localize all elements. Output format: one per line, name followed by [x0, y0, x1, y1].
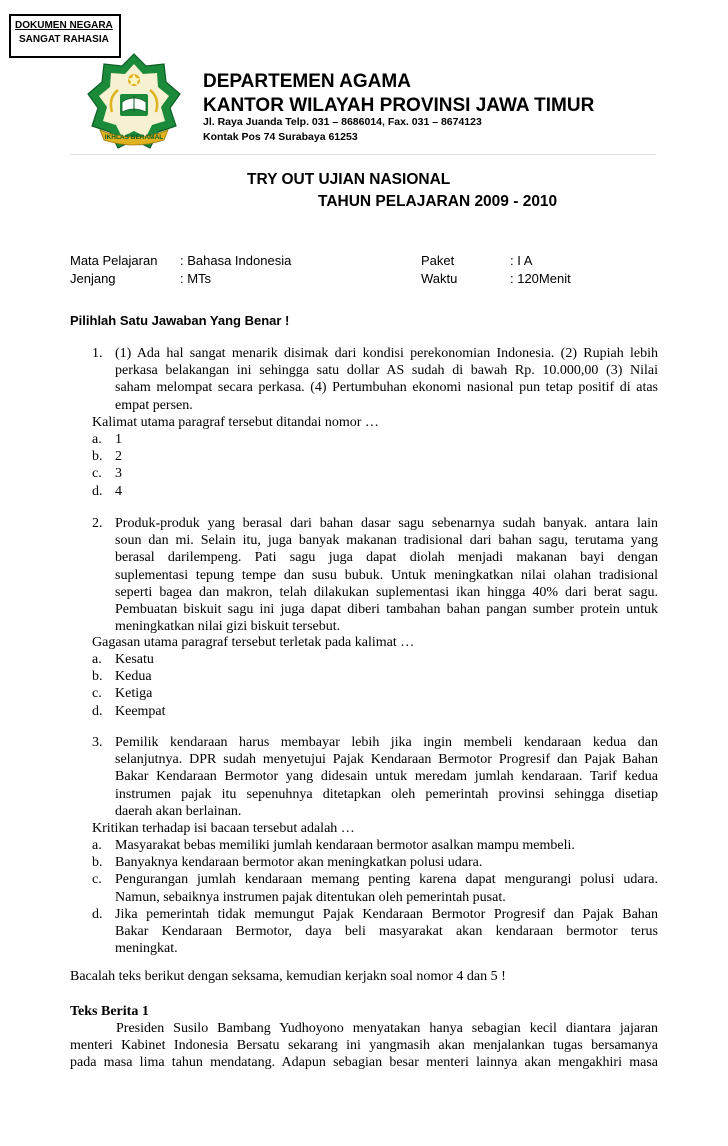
option-a[interactable] — [92, 431, 122, 448]
option-text: Ketiga — [115, 686, 153, 702]
office-address: Jl. Raya Juanda Telp. 031 – 8686014, Fax. 031 – 8674123 — [203, 116, 482, 128]
option-text: Banyaknya kendaraan bermotor akan meningkatkan polusi udara. — [115, 855, 483, 871]
option-letter: b. — [92, 855, 103, 871]
option-c[interactable] — [92, 871, 658, 905]
option-text: 2 — [115, 449, 122, 465]
exam-year: TAHUN PELAJARAN 2009 - 2010 — [318, 193, 558, 210]
passage-line: berasal darilempeng. Pati sagu juga dapat diolah menjadi makanan bayi dengan — [115, 550, 658, 566]
option-letter: c. — [92, 872, 102, 888]
option-d[interactable] — [92, 906, 658, 958]
passage-line: daerah akan berlainan. — [115, 803, 242, 819]
option-text: Masyarakat bebas memiliki jumlah kendaraan bermotor asalkan mampu membeli. — [115, 838, 575, 853]
option-letter: d. — [92, 906, 103, 922]
passage-title: Teks Berita 1 — [70, 1004, 149, 1019]
passage-line: Bakar Kendaraan Bermotor yang didesain untuk meredam jumlah kendaraan. Tarif kedua — [115, 769, 658, 785]
question-2-prompt: Gagasan utama paragraf tersebut terletak pada kalimat … — [92, 635, 415, 650]
option-letter: b. — [92, 669, 103, 685]
passage-line: (1) Ada hal sangat menarik disimak dari kondisi perekonomian Indonesia. (2) Rupiah lebih — [115, 346, 658, 361]
option-text: meningkat. — [115, 941, 178, 957]
question-3-options — [92, 837, 658, 957]
level-value: : MTs — [180, 271, 212, 286]
passage-line: Pembuatan biskuit sagu ini juga dapat diberi tambahan bahan pangan sumber protein untuk — [115, 602, 658, 618]
question-1-passage — [115, 345, 658, 414]
question-2-passage — [115, 515, 658, 635]
question-3-passage — [115, 734, 658, 820]
option-c[interactable] — [92, 685, 166, 702]
instruction: Pilihlah Satu Jawaban Yang Benar ! — [70, 313, 290, 328]
passage-line: instrumen pajak itu sepenuhnya ditetapkan oleh pemerintah provinsi sehingga disetiap — [115, 786, 658, 802]
ministry-logo-emblem-icon — [82, 52, 186, 156]
passage-line: empat persen. — [115, 397, 193, 413]
exam-title: TRY OUT UJIAN NASIONAL — [247, 171, 451, 188]
package-label: Paket — [421, 253, 455, 268]
option-letter: c. — [92, 466, 102, 482]
passage-line: seperti bagea dan makron, telah dilakukan suplementasi ikan hingga 40% dari berat sagu. — [115, 584, 658, 600]
time-label: Waktu — [421, 271, 458, 286]
level-label: Jenjang — [70, 271, 116, 286]
option-letter: d. — [92, 703, 103, 719]
option-b[interactable] — [92, 668, 166, 685]
option-text: Pengurangan jumlah kendaraan memang penting karena dapat mengurangi polusi udara. — [115, 872, 658, 888]
option-d[interactable] — [92, 483, 122, 500]
option-text: 3 — [115, 466, 122, 482]
passage-line: menteri Kabinet Indonesia Bersatu sekarang ini yangmasih akan menjalankan tugas bersamanya — [70, 1038, 658, 1054]
office-name: KANTOR WILAYAH PROVINSI JAWA TIMUR — [203, 95, 595, 116]
passage-line: Pemilik kendaraan harus membayar lebih jika ingin membeli kendaraan kedua dan — [115, 735, 658, 750]
header-divider — [70, 154, 656, 155]
passage-instruction: Bacalah teks berikut dengan seksama, kemudian kerjakn soal nomor 4 dan 5 ! — [70, 969, 506, 984]
option-letter: a. — [92, 432, 102, 447]
option-text: 1 — [115, 432, 122, 447]
passage-line: perkasa belakangan ini sehingga satu dollar AS sudah di bawah Rp. 10.000,00 (3) Nilai — [115, 363, 658, 379]
subject-label: Mata Pelajaran — [70, 253, 158, 268]
option-d[interactable] — [92, 703, 166, 720]
option-text: Kesatu — [115, 652, 154, 667]
option-a[interactable] — [92, 651, 166, 668]
option-letter: a. — [92, 838, 102, 853]
option-b[interactable] — [92, 448, 122, 465]
passage-line: selanjutnya. DPR sudah menyetujui Pajak Kendaraan Bermotor Progresif dan Pajak Bahan — [115, 752, 658, 768]
question-1-number: 1. — [92, 346, 103, 361]
option-text: Namun, sebaiknya instrumen pajak ditentukan oleh pemerintah pusat. — [115, 889, 506, 905]
stamp-line-2: SANGAT RAHASIA — [19, 34, 109, 45]
question-2-number: 2. — [92, 516, 103, 531]
department-name: DEPARTEMEN AGAMA — [203, 71, 411, 92]
passage-line: meningkatkan nilai gizi biskuit tersebut. — [115, 619, 341, 635]
option-a[interactable] — [92, 837, 658, 854]
option-letter: c. — [92, 686, 102, 702]
question-2-options — [92, 651, 166, 720]
passage-line: soun dan mi. Selain itu, juga banyak makanan tradisional dari bahan sagu, terutama yang — [115, 533, 658, 549]
option-text: 4 — [115, 483, 122, 499]
passage-line: Presiden Susilo Bambang Yudhoyono menyatakan hanya sebagian kecil diantara jajaran — [116, 1021, 658, 1036]
option-letter: b. — [92, 449, 103, 465]
option-letter: d. — [92, 483, 103, 499]
question-3-prompt: Kritikan terhadap isi bacaan tersebut adalah … — [92, 821, 355, 836]
passage-line: suplementasi tepung tempe dan susu bubuk. Untuk meningkatkan nilai olahan tradisional — [115, 567, 658, 583]
office-pobox: Kontak Pos 74 Surabaya 61253 — [203, 131, 358, 143]
question-1-options — [92, 431, 122, 500]
option-c[interactable] — [92, 465, 122, 482]
passage-line: saham melompat secara perkasa. (4) Pertumbuhan ekonomi nasional pun tetap positif di atas — [115, 380, 658, 396]
package-value: : I A — [510, 253, 533, 268]
question-1-prompt: Kalimat utama paragraf tersebut ditandai nomor … — [92, 415, 379, 430]
passage-line: Produk-produk yang berasal dari bahan dasar sagu sebenarnya sudah banyak. antara lain — [115, 516, 658, 531]
option-text: Jika pemerintah tidak memungut Pajak Kendaraan Bermotor Progresif dan Pajak Bahan — [115, 906, 658, 922]
stamp-line-1: DOKUMEN NEGARA — [15, 20, 113, 31]
option-text: Kedua — [115, 669, 152, 685]
passage-body — [70, 1020, 658, 1072]
question-3-number: 3. — [92, 735, 103, 750]
logo-banner-text: IKHLAS BERAMAL — [104, 134, 164, 141]
option-b[interactable] — [92, 854, 658, 871]
option-text: Keempat — [115, 703, 166, 719]
option-text: Bakar Kendaraan Bermotor, daya beli masyarakat akan kendaraan bermotor terus — [115, 924, 658, 940]
option-letter: a. — [92, 652, 102, 667]
passage-line: pada masa lima tahun mendatang. Adapun sebagian besar menteri lainnya akan mengakhiri masa — [70, 1055, 658, 1071]
subject-value: : Bahasa Indonesia — [180, 253, 292, 268]
time-value: : 120Menit — [510, 271, 571, 286]
